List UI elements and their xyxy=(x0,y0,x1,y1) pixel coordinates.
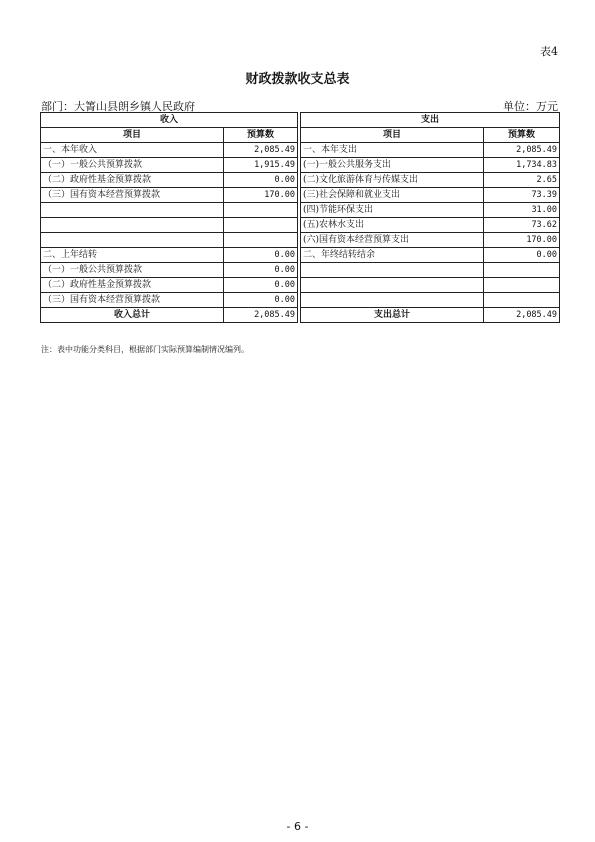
expense-total-label: 支出总计 xyxy=(301,308,484,323)
expense-item-cell xyxy=(301,263,484,278)
expense-item-cell: (二)文化旅游体育与传媒支出 xyxy=(301,173,484,188)
table-row xyxy=(41,248,560,263)
expense-value-cell: 73.39 xyxy=(484,188,560,203)
income-value-cell: 0.00 xyxy=(224,173,298,188)
expense-item-cell: 二、年终结转结余 xyxy=(301,248,484,263)
table-row xyxy=(41,173,560,188)
table-row xyxy=(41,263,560,278)
expense-value-cell xyxy=(484,293,560,308)
income-item-cell: 二、上年结转 xyxy=(41,248,224,263)
income-value-cell: 0.00 xyxy=(224,248,298,263)
income-item-cell: （三）国有资本经营预算拨款 xyxy=(41,188,224,203)
expense-item-cell xyxy=(301,278,484,293)
page-number: - 6 - xyxy=(286,820,309,833)
table-row xyxy=(41,233,560,248)
table-row xyxy=(41,293,560,308)
table-row xyxy=(41,143,560,158)
expense-item-cell: (五)农林水支出 xyxy=(301,218,484,233)
expense-value-cell: 0.00 xyxy=(484,248,560,263)
income-item-cell: 一、本年收入 xyxy=(41,143,224,158)
income-value-cell xyxy=(224,233,298,248)
expense-value-cell: 170.00 xyxy=(484,233,560,248)
expense-total-value: 2,085.49 xyxy=(484,308,560,323)
income-item-col-header: 项目 xyxy=(41,128,224,143)
income-header: 收入 xyxy=(41,113,298,128)
unit-label: 单位：万元 xyxy=(503,100,558,113)
income-value-cell: 0.00 xyxy=(224,263,298,278)
budget-table xyxy=(40,112,560,323)
expense-value-cell: 1,734.83 xyxy=(484,158,560,173)
expense-item-cell: (四)节能环保支出 xyxy=(301,203,484,218)
income-value-cell: 0.00 xyxy=(224,278,298,293)
expense-header: 支出 xyxy=(301,113,560,128)
income-value-cell xyxy=(224,218,298,233)
income-total-label: 收入总计 xyxy=(41,308,224,323)
income-budget-col-header: 预算数 xyxy=(224,128,298,143)
income-item-cell: （一）一般公共预算拨款 xyxy=(41,263,224,278)
expense-value-cell xyxy=(484,278,560,293)
expense-item-col-header: 项目 xyxy=(301,128,484,143)
expense-value-cell: 31.00 xyxy=(484,203,560,218)
income-value-cell: 2,085.49 xyxy=(224,143,298,158)
department-label: 部门：大箐山县朗乡镇人民政府 xyxy=(41,100,195,113)
income-item-cell: （三）国有资本经营预算拨款 xyxy=(41,293,224,308)
income-item-cell xyxy=(41,233,224,248)
expense-value-cell: 2.65 xyxy=(484,173,560,188)
table-row xyxy=(41,278,560,293)
expense-value-cell xyxy=(484,263,560,278)
table-row xyxy=(41,158,560,173)
expense-item-cell: (一)一般公共服务支出 xyxy=(301,158,484,173)
table-row xyxy=(41,188,560,203)
expense-value-cell: 73.62 xyxy=(484,218,560,233)
income-total-value: 2,085.49 xyxy=(224,308,298,323)
expense-item-cell: (三)社会保障和就业支出 xyxy=(301,188,484,203)
page-title: 财政拨款收支总表 xyxy=(245,72,350,87)
income-item-cell: （二）政府性基金预算拨款 xyxy=(41,278,224,293)
table-row xyxy=(41,218,560,233)
table-number: 表4 xyxy=(540,45,558,58)
total-row xyxy=(41,308,560,323)
income-item-cell xyxy=(41,203,224,218)
expense-item-cell: (六)国有资本经营预算支出 xyxy=(301,233,484,248)
income-value-cell: 0.00 xyxy=(224,293,298,308)
footnote: 注：表中功能分类科目，根据部门实际预算编制情况编列。 xyxy=(41,345,249,354)
income-item-cell: （二）政府性基金预算拨款 xyxy=(41,173,224,188)
income-value-cell: 1,915.49 xyxy=(224,158,298,173)
income-value-cell: 170.00 xyxy=(224,188,298,203)
expense-value-cell: 2,085.49 xyxy=(484,143,560,158)
income-value-cell xyxy=(224,203,298,218)
table-row xyxy=(41,203,560,218)
expense-item-cell: 一、本年支出 xyxy=(301,143,484,158)
income-item-cell: （一）一般公共预算拨款 xyxy=(41,158,224,173)
income-item-cell xyxy=(41,218,224,233)
expense-item-cell xyxy=(301,293,484,308)
expense-budget-col-header: 预算数 xyxy=(484,128,560,143)
